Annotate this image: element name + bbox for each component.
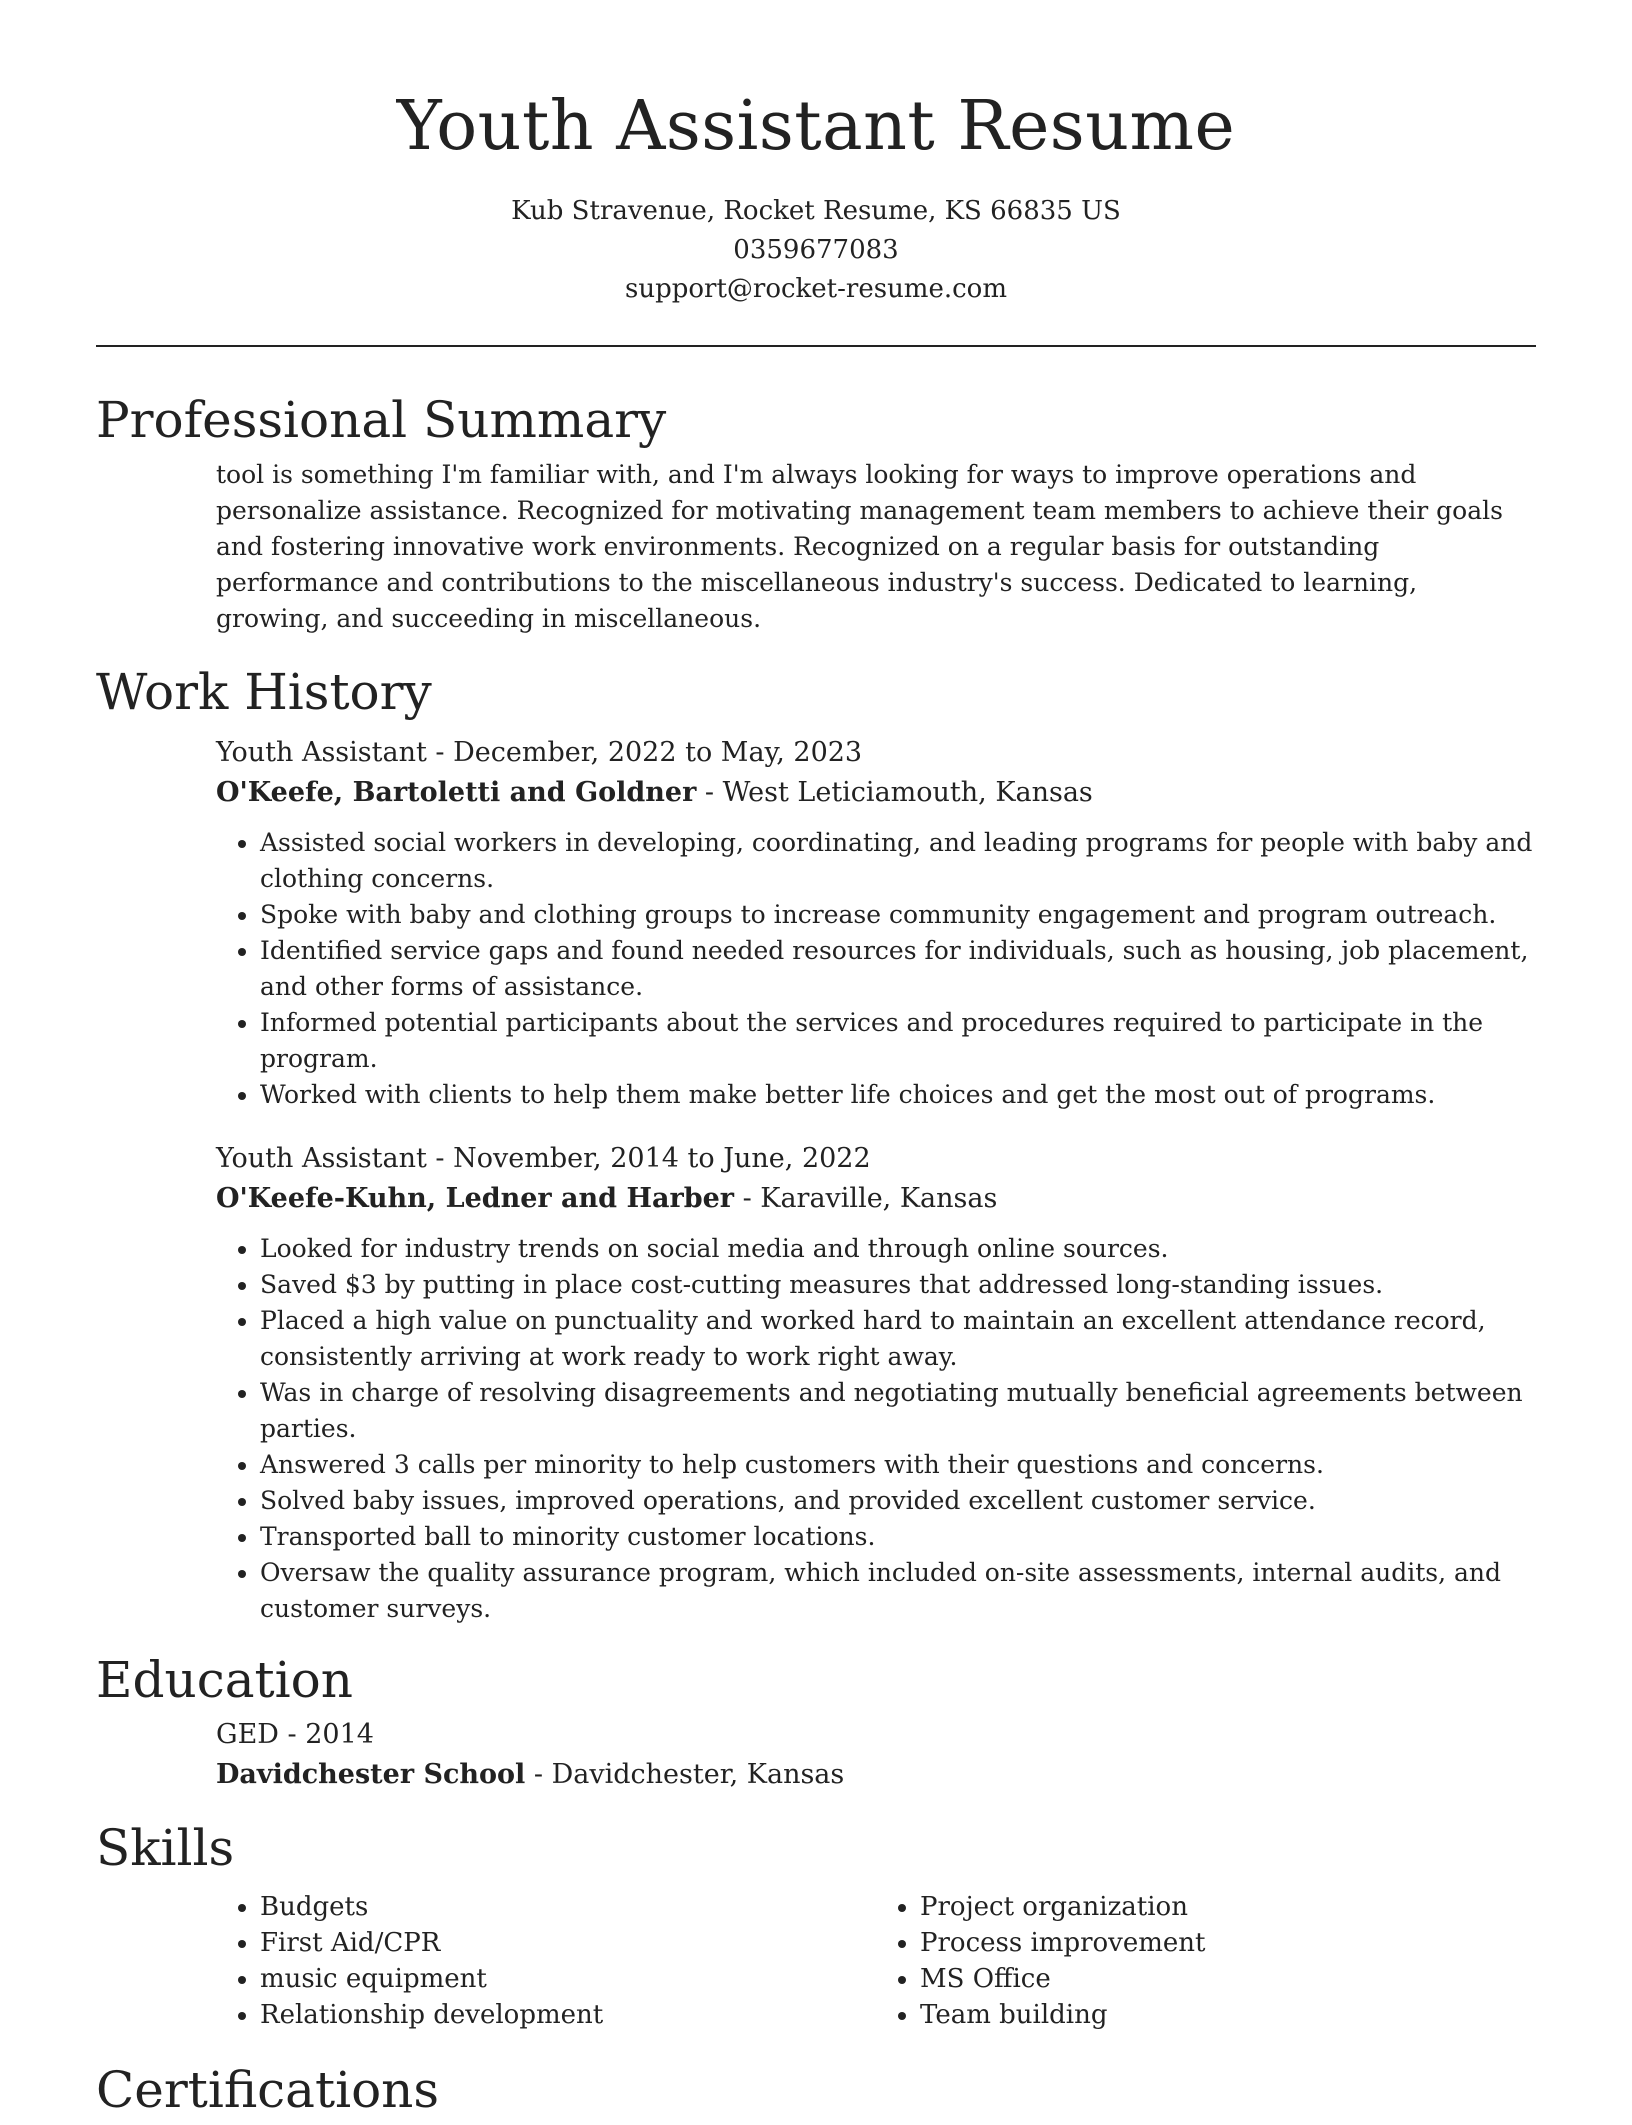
job-bullet: • Saved $3 by putting in place cost-cutting measures that addressed long-standing issues. [260,1267,1536,1303]
skill-item: • Project organization [920,1889,1536,1925]
education-school-line [216,1755,1536,1795]
education-degree: GED - 2014 [216,1719,374,1750]
education-location: - Davidchester, Kansas [525,1759,845,1790]
skills-grid [216,1889,1536,2033]
job-bullet: • Assisted social workers in developing, coordinating, and leading programs for people with baby and clothing concerns. [260,825,1536,897]
job-bullet: • Looked for industry trends on social media and through online sources. [260,1231,1536,1267]
contact-email: support@rocket-resume.com [624,274,1007,304]
resume-title: Youth Assistant Resume [396,87,1236,166]
job-bullet: • Transported ball to minority customer locations. [260,1519,1536,1555]
section-title-education: Education [96,1651,353,1709]
contact-address: Kub Stravenue, Rocket Resume, KS 66835 US [511,196,1121,226]
job-company-line [216,773,1536,813]
job-bullets [216,1231,1536,1627]
job-company-line [216,1179,1536,1219]
job-bullet: • Answered 3 calls per minority to help customers with their questions and concerns. [260,1447,1536,1483]
certifications-section [96,2055,1536,2125]
skill-item: • Budgets [260,1889,876,1925]
section-title-skills: Skills [96,1819,235,1877]
summary-section [96,385,1536,637]
skill-item: • Team building [920,1997,1536,2033]
section-title-summary: Professional Summary [96,391,667,449]
job-bullet: • Worked with clients to help them make better life choices and get the most out of programs. [260,1077,1536,1113]
job-location: - West Leticiamouth, Kansas [696,777,1093,808]
skills-column-right [876,1889,1536,2033]
job-bullet: • Oversaw the quality assurance program, which included on-site assessments, internal audits, and customer surveys. [260,1555,1536,1627]
section-title-certifications: Certifications [96,2061,440,2119]
work-history-section [96,657,1536,1627]
job-bullet: • Identified service gaps and found needed resources for individuals, such as housing, job placement, and other forms of assistance. [260,933,1536,1005]
contact-phone: 0359677083 [733,235,899,265]
summary-text: tool is something I'm familiar with, and I'm always looking for ways to improve operations and personalize assistance. Recognized for motivating management team members to achieve their goals and fostering innovative work environments. Recognized on a regular basis for outstanding performance and contributions to the miscellaneous industry's success. Dedicated to learning, growing, and succeeding in miscellaneous. [216,460,1503,633]
skill-item: • Process improvement [920,1925,1536,1961]
job-bullet: • Placed a high value on punctuality and worked hard to maintain an excellent attendance record, consistently arriving at work ready to work right away. [260,1303,1536,1375]
skill-item: • Relationship development [260,1997,876,2033]
job-bullets [216,825,1536,1113]
skill-item: • First Aid/CPR [260,1925,876,1961]
job-bullet: • Spoke with baby and clothing groups to increase community engagement and program outreach. [260,897,1536,933]
job-bullet: • Informed potential participants about the services and procedures required to participate in the program. [260,1005,1536,1077]
skills-section [96,1813,1536,2033]
job-title-line [216,1139,1536,1179]
job-bullet: • Was in charge of resolving disagreements and negotiating mutually beneficial agreements between parties. [260,1375,1536,1447]
job-title-line [216,733,1536,773]
skill-item: • music equipment [260,1961,876,1997]
education-section [96,1645,1536,1795]
job-bullet: • Solved baby issues, improved operations, and provided excellent customer service. [260,1483,1536,1519]
job-dates: - December, 2022 to May, 2023 [426,737,863,768]
resume-header [96,0,1536,309]
job-role: Youth Assistant [216,1143,427,1174]
jobs-list [96,733,1536,1627]
contact-block [96,192,1536,309]
job-location: - Karaville, Kansas [733,1183,998,1214]
header-divider [96,345,1536,347]
job-company: O'Keefe-Kuhn, Ledner and Harber [216,1183,734,1214]
job-entry [216,733,1536,1113]
skills-column-left [216,1889,876,2033]
job-role: Youth Assistant [216,737,427,768]
section-title-work-history: Work History [96,663,432,721]
job-company: O'Keefe, Bartoletti and Goldner [216,777,697,808]
skill-item: • MS Office [920,1961,1536,1997]
job-entry [216,1139,1536,1627]
job-dates: - November, 2014 to June, 2022 [426,1143,871,1174]
education-school: Davidchester School [216,1759,526,1790]
